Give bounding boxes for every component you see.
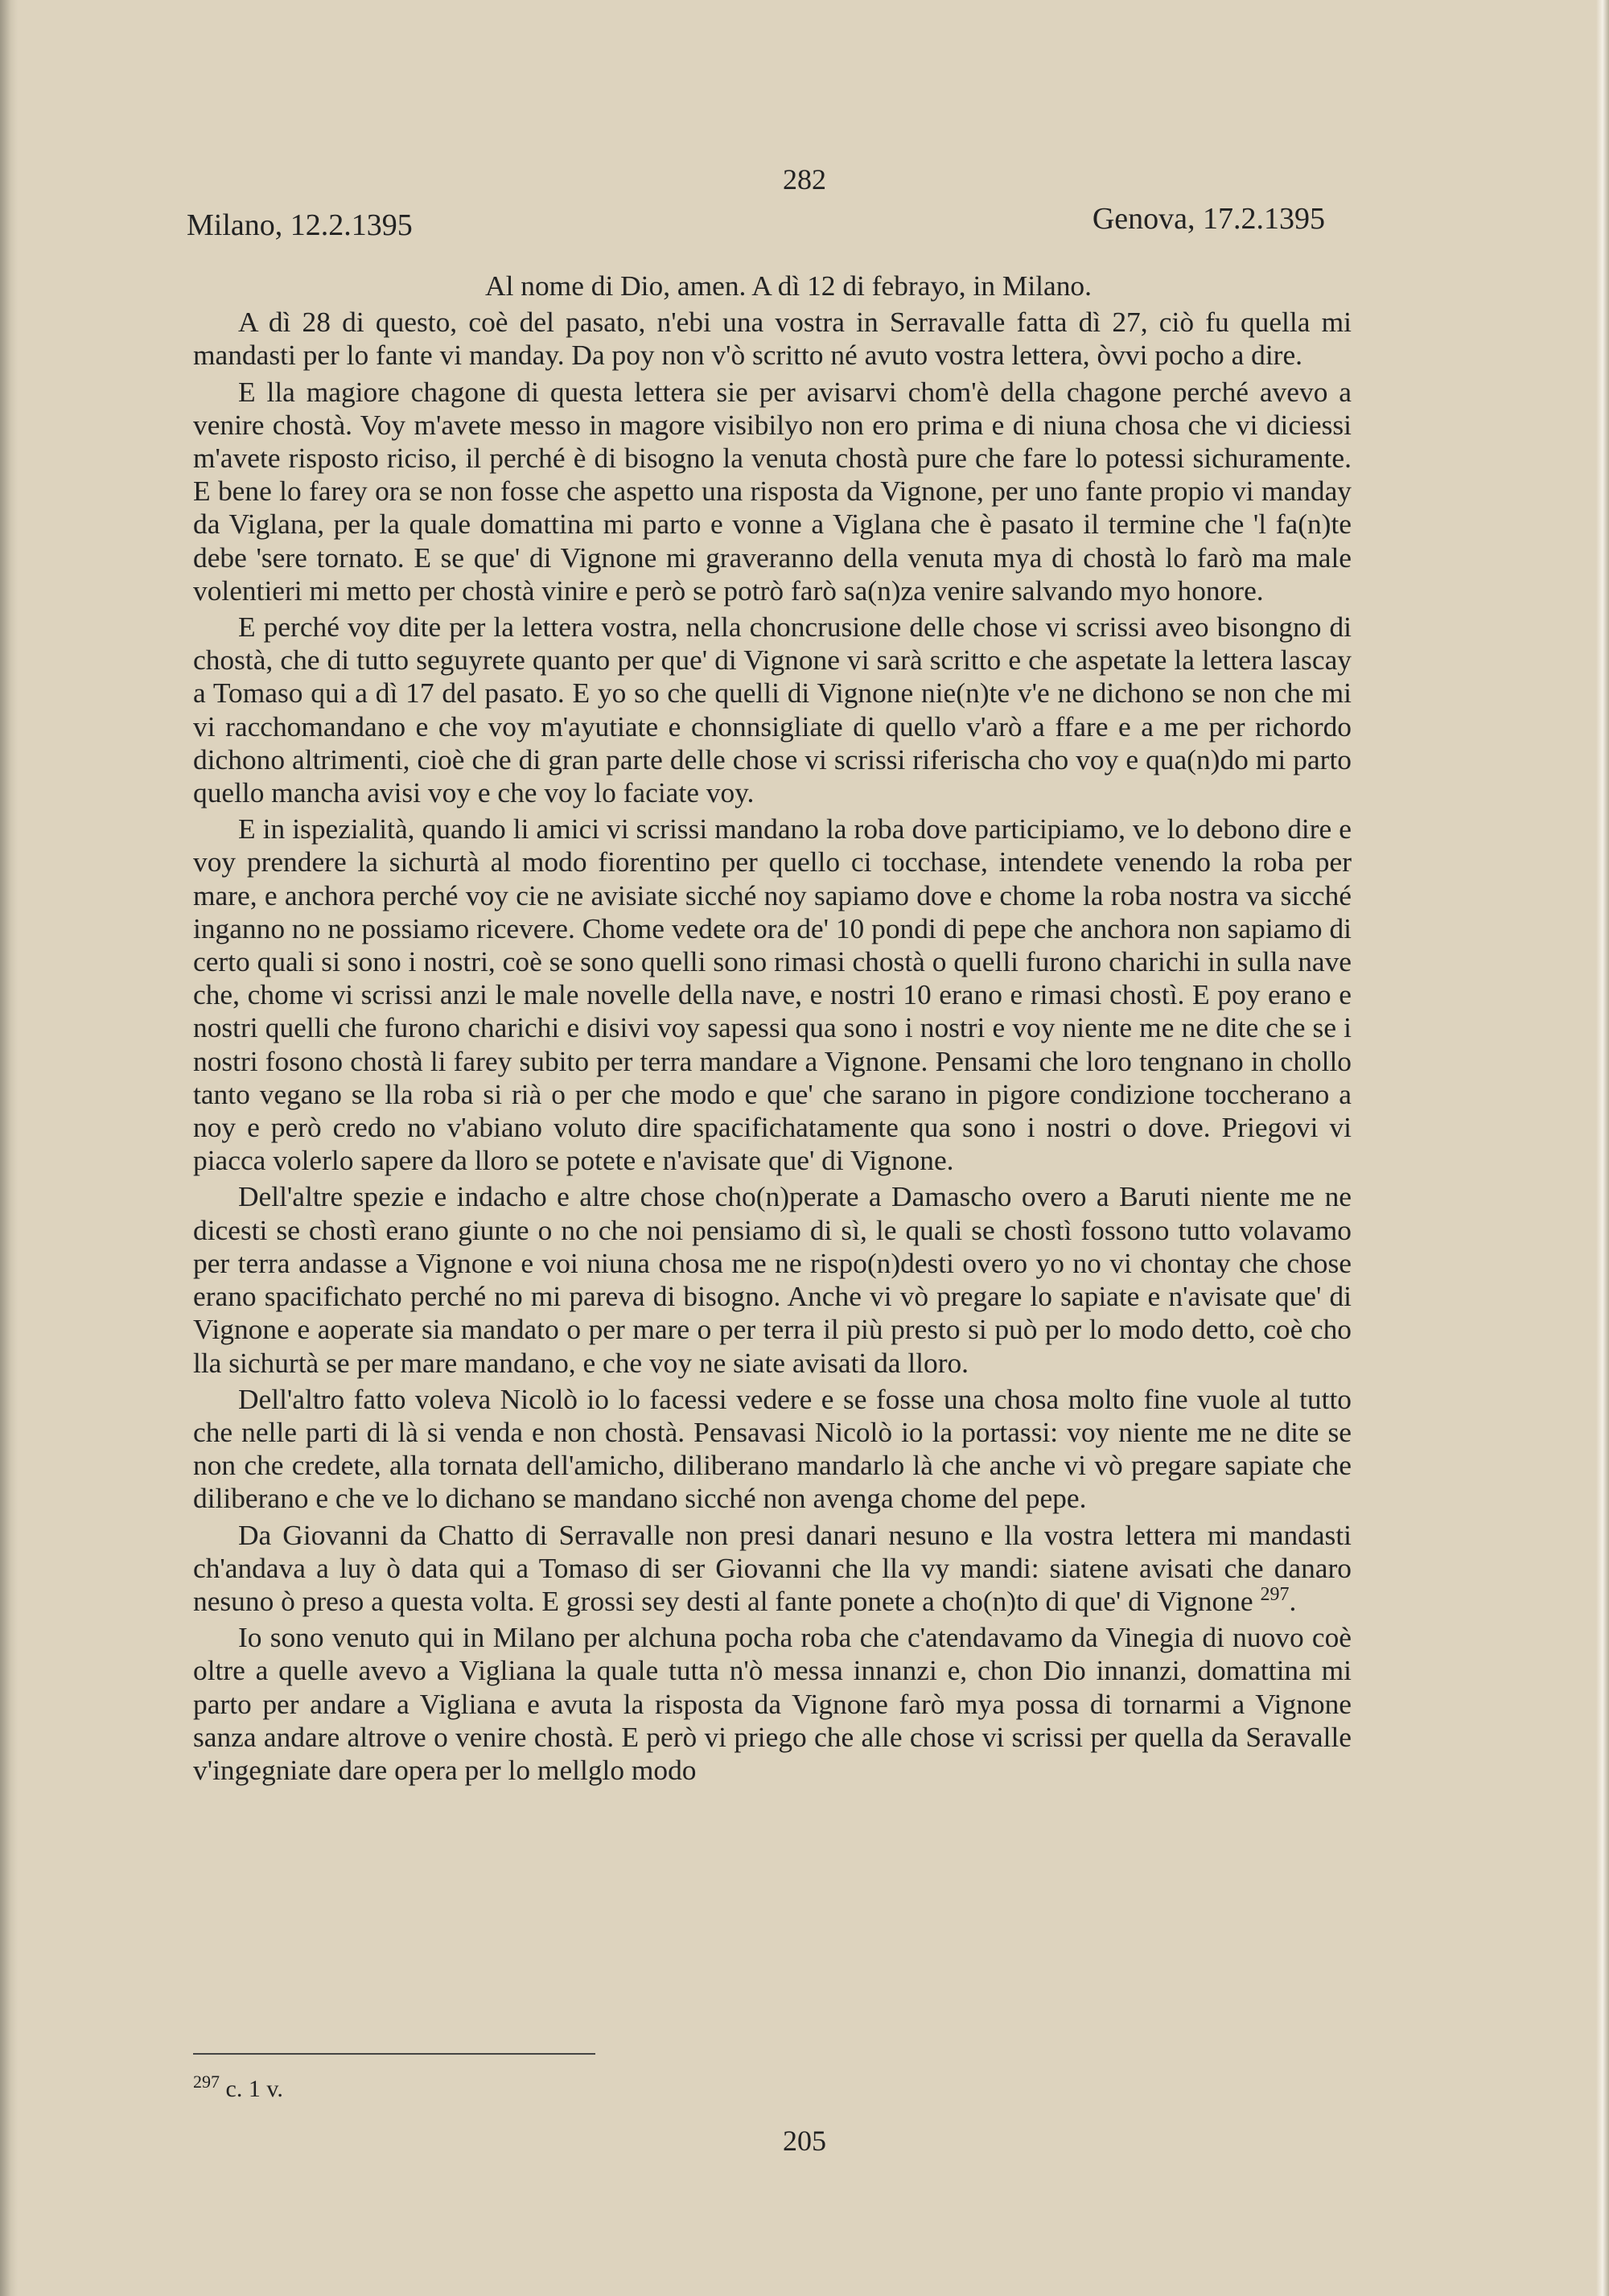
footnote-reference: 297 (1260, 1584, 1290, 1606)
paragraph: Dell'altro fatto voleva Nicolò io lo facessi vedere e se fosse una chosa molto fine vuole al tutto che nelle parti di là si venda e non chostà. Pensavasi Nicolò io la portassi: voy niente me ne dite se non che credete, alla tornata dell'amicho, diliberano mandarlo là che anche vi vò pregare sapiate che diliberano e che ve lo dichano se mandano sicché non avenga chome del pepe. (193, 1382, 1352, 1515)
footnote-text: c. 1 v. (225, 2076, 283, 2102)
paragraph: Dell'altre spezie e indacho e altre chose cho(n)perate a Damascho overo a Baruti niente me ne dicesti se chostì erano giunte o no che noi pensiamo di sì, le quali se chostì fossono tutto volavamo per terra andasse a Vignone e voi niuna chosa me ne rispo(n)desti overo yo no vi chontay che chose erano spacifichato perché no mi pareva di bisogno. Anche vi vò pregare lo sapiate e n'avisate que' di Vignone e aoperate sia mandato o per mare o per terra il più presto si può per lo modo detto, coè cho lla sichurtà se per mare mandano, e che voy ne siate avisati da lloro. (193, 1180, 1352, 1379)
paragraph-text: Da Giovanni da Chatto di Serravalle non presi danari nesuno e lla vostra lettera mi mandasti ch'andava a luy ò data qui a Tomaso di ser Giovanni che lla vy mandi: siatene avisati che danaro nesuno ò preso a questa volta. E grossi sey desti al fante ponete a cho(n)to di que' di Vignone (193, 1518, 1352, 1617)
footnote (193, 2072, 283, 2103)
paragraph: Io sono venuto qui in Milano per alchuna pocha roba che c'atendavamo da Vinegia di nuovo coè oltre a quelle avevo a Vigliana la quale tutta n'ò messa innanzi e, chon Dio innanzi, domattina mi parto per andare a Vigliana e avuta la risposta da Vignone farò mya possa di tornarmi a Vignone sanza andare altrove o venire chostà. E però vi priego che alle chose vi scrissi per quella da Seravalle v'ingegniate dare opera per lo mellglo modo (193, 1621, 1352, 1786)
footnote-number: 297 (193, 2072, 220, 2092)
letter-opening: Al nome di Dio, amen. A dì 12 di febrayo, in Milano. (485, 270, 1092, 302)
paragraph: A dì 28 di questo, coè del pasato, n'ebi una vostra in Serravalle fatta dì 27, ciò fu quella mi mandasti per lo fante vi manday. Da poy non v'ò scritto né avuto vostra lettera, òvvi pocho a dire. (193, 306, 1352, 372)
letter-body (193, 270, 1352, 1787)
paragraph: E lla magiore chagone di questa lettera sie per avisarvi chom'è della chagone perché avevo a venire chostà. Voy m'avete messo in magore visibilyo non ero prima e di niuna chosa che vi diciessi m'avete risposto riciso, il perché è di bisogno la venuta chostà pure che fare lo potessi sichuramente. E bene lo farey ora se non fosse che aspetto una risposta da Vignone, per uno fante propio vi manday da Viglana, per la quale domattina mi parto e vonne a Viglana che è pasato il termine che 'l fa(n)te debe 'sere tornato. E se que' di Vignone mi graveranno della venuta mya di chostà lo farò ma male volentieri mi metto per chostà vinire e però se potrò farò sa(n)za venire salvando myo honore. (193, 375, 1352, 607)
folio-number: 205 (783, 2125, 826, 2157)
period: . (1289, 1584, 1297, 1617)
paragraph: E in ispezialità, quando li amici vi scrissi mandano la roba dove participiamo, ve lo debono dire e voy prendere la sichurtà al modo fiorentino per quello ci tocchase, intendete venendo la roba per mare, e anchora perché voy cie ne avisiate sicché noy sapiamo dove e chome la roba nostra va sicché inganno no ne possiamo ricevere. Chome vedete ora de' 10 pondi di pepe che anchora non sapiamo di certo quali si sono i nostri, coè se sono quelli sono rimasi chostà o quelli furono charichi in sulla nave che, chome vi scrissi anzi le male novelle della nave, e nostri 10 erano e rimasi chostì. E poy erano e nostri quelli che furono charichi e disivi voy sapessi qua sono i nostri e voy niente me ne dite che se i nostri fosono chostà li farey subito per terra mandare a Vignone. Pensami che loro tengnano in chollo tanto vegano se lla roba si rià o per che modo e que' che sarano in pigore condizione toccherano a noy e però credo no v'abiano voluto dire spacifichatamente qua sono i nostri o dove. Priegovi vi piacca volerlo sapere da lloro se potete e n'avisate que' di Vignone. (193, 813, 1352, 1177)
recipient-place-date: Genova, 17.2.1395 (1092, 202, 1325, 236)
paragraph: E perché voy dite per la lettera vostra, nella choncrusione delle chose vi scrissi aveo bisongno di chostà, che di tutto seguyrete quanto per que' di Vignone vi sarà scritto e che aspetate la lettera lascay a Tomaso qui a dì 17 del pasato. E yo so che quelli di Vignone nie(n)te v'e ne dichono se non che mi vi racchomandano e che voy m'ayutiate e chonnsigliate di quello v'arò a ffare e a me per richordo dichono altrimenti, cioè che di gran parte delle chose vi scrissi riferischa cho voy e qua(n)do mi parto quello mancha avisi voy e che voy lo faciate voy. (193, 611, 1352, 809)
sender-place-date: Milano, 12.2.1395 (187, 208, 413, 242)
paragraph (193, 1519, 1352, 1619)
footnote-divider (193, 2053, 595, 2055)
letter-number: 282 (783, 163, 826, 195)
